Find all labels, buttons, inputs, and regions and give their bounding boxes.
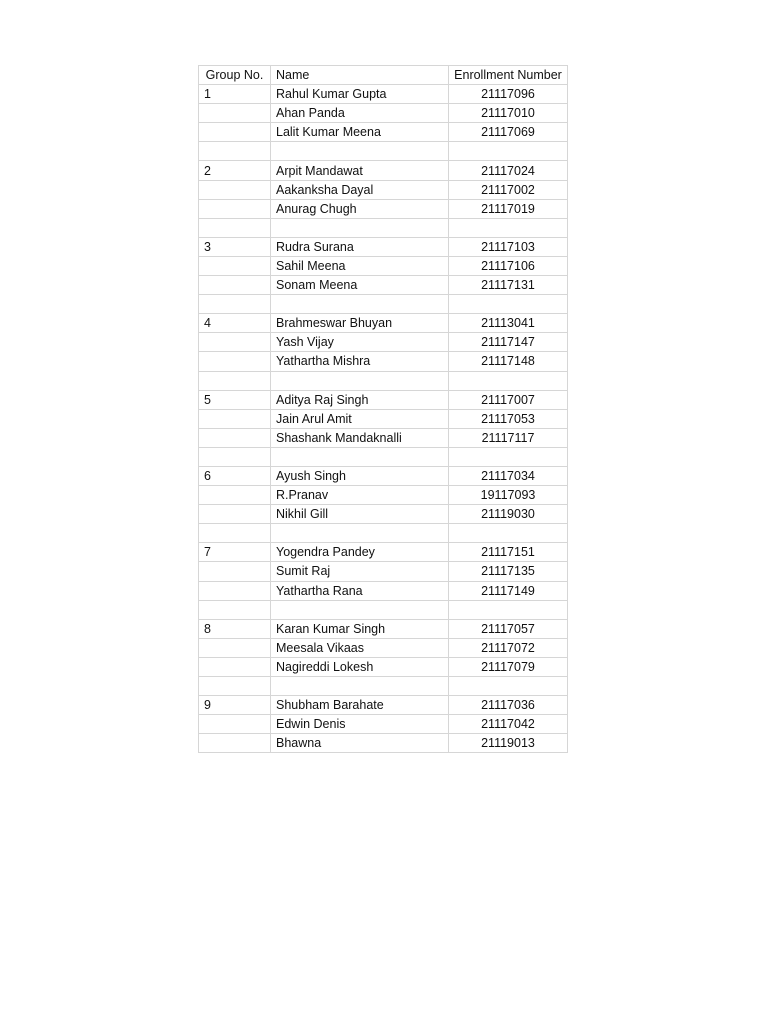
- group-no-cell: [199, 562, 271, 581]
- table-row: [199, 352, 568, 371]
- group-no-cell: 7: [199, 543, 271, 562]
- table-row: [199, 218, 568, 237]
- name-cell: [271, 371, 449, 390]
- enrollment-number-cell: [449, 142, 568, 161]
- name-cell: Meesala Vikaas: [271, 638, 449, 657]
- enrollment-number-cell: 21117103: [449, 237, 568, 256]
- name-cell: [271, 677, 449, 696]
- name-cell: Karan Kumar Singh: [271, 619, 449, 638]
- name-cell: Rudra Surana: [271, 237, 449, 256]
- enrollment-number-cell: 21117034: [449, 466, 568, 485]
- enrollment-number-cell: 21117148: [449, 352, 568, 371]
- enrollment-number-cell: 21119030: [449, 505, 568, 524]
- table-row: [199, 256, 568, 275]
- table-row: [199, 371, 568, 390]
- group-table-body: [199, 66, 568, 753]
- group-no-cell: [199, 581, 271, 600]
- enrollment-number-cell: [449, 600, 568, 619]
- table-row: [199, 447, 568, 466]
- group-no-cell: [199, 677, 271, 696]
- name-cell: R.Pranav: [271, 486, 449, 505]
- group-no-cell: 2: [199, 161, 271, 180]
- table-row: [199, 638, 568, 657]
- header-name: Name: [271, 66, 449, 85]
- enrollment-number-cell: 21117002: [449, 180, 568, 199]
- group-no-cell: [199, 295, 271, 314]
- table-row: [199, 562, 568, 581]
- enrollment-number-cell: 21113041: [449, 314, 568, 333]
- table-row: [199, 276, 568, 295]
- table-row: [199, 619, 568, 638]
- table-row: [199, 409, 568, 428]
- name-cell: Sumit Raj: [271, 562, 449, 581]
- table-row: [199, 180, 568, 199]
- enrollment-number-cell: 21117072: [449, 638, 568, 657]
- group-no-cell: 1: [199, 85, 271, 104]
- table-row: [199, 295, 568, 314]
- group-no-cell: [199, 104, 271, 123]
- header-enrollment-number: Enrollment Number: [449, 66, 568, 85]
- name-cell: Aakanksha Dayal: [271, 180, 449, 199]
- enrollment-number-cell: [449, 218, 568, 237]
- enrollment-number-cell: 21117036: [449, 696, 568, 715]
- group-no-cell: [199, 409, 271, 428]
- enrollment-number-cell: 21117042: [449, 715, 568, 734]
- name-cell: [271, 218, 449, 237]
- enrollment-number-cell: 21117149: [449, 581, 568, 600]
- group-no-cell: [199, 505, 271, 524]
- group-no-cell: 4: [199, 314, 271, 333]
- enrollment-number-cell: 21117053: [449, 409, 568, 428]
- group-no-cell: [199, 486, 271, 505]
- name-cell: Brahmeswar Bhuyan: [271, 314, 449, 333]
- table-row: [199, 428, 568, 447]
- name-cell: Shashank Mandaknalli: [271, 428, 449, 447]
- enrollment-number-cell: 21117151: [449, 543, 568, 562]
- table-row: [199, 696, 568, 715]
- enrollment-number-cell: 21117079: [449, 657, 568, 676]
- enrollment-number-cell: [449, 447, 568, 466]
- enrollment-number-cell: 21117135: [449, 562, 568, 581]
- name-cell: [271, 600, 449, 619]
- name-cell: Rahul Kumar Gupta: [271, 85, 449, 104]
- enrollment-number-cell: 21117106: [449, 256, 568, 275]
- enrollment-number-cell: [449, 371, 568, 390]
- name-cell: Aditya Raj Singh: [271, 390, 449, 409]
- enrollment-number-cell: 21117010: [449, 104, 568, 123]
- table-row: [199, 161, 568, 180]
- group-no-cell: 3: [199, 237, 271, 256]
- enrollment-number-cell: 21117117: [449, 428, 568, 447]
- group-no-cell: [199, 600, 271, 619]
- table-row: [199, 543, 568, 562]
- name-cell: [271, 295, 449, 314]
- table-row: [199, 677, 568, 696]
- enrollment-number-cell: 21117007: [449, 390, 568, 409]
- header-group-no: Group No.: [199, 66, 271, 85]
- enrollment-number-cell: 21117019: [449, 199, 568, 218]
- group-no-cell: 6: [199, 466, 271, 485]
- name-cell: Yogendra Pandey: [271, 543, 449, 562]
- name-cell: Sonam Meena: [271, 276, 449, 295]
- name-cell: Yathartha Rana: [271, 581, 449, 600]
- table-row: [199, 199, 568, 218]
- group-no-cell: [199, 123, 271, 142]
- table-row: [199, 104, 568, 123]
- name-cell: Edwin Denis: [271, 715, 449, 734]
- name-cell: Ahan Panda: [271, 104, 449, 123]
- group-no-cell: 5: [199, 390, 271, 409]
- table-row: [199, 524, 568, 543]
- table-row: [199, 314, 568, 333]
- enrollment-number-cell: 21117147: [449, 333, 568, 352]
- group-no-cell: [199, 715, 271, 734]
- table-row: [199, 333, 568, 352]
- name-cell: [271, 142, 449, 161]
- group-no-cell: [199, 352, 271, 371]
- name-cell: Anurag Chugh: [271, 199, 449, 218]
- name-cell: Sahil Meena: [271, 256, 449, 275]
- table-row: [199, 734, 568, 753]
- group-no-cell: 8: [199, 619, 271, 638]
- enrollment-number-cell: 19117093: [449, 486, 568, 505]
- enrollment-number-cell: 21117069: [449, 123, 568, 142]
- enrollment-number-cell: 21117024: [449, 161, 568, 180]
- table-row: [199, 142, 568, 161]
- table-row: [199, 123, 568, 142]
- group-table: [198, 65, 568, 753]
- group-no-cell: [199, 218, 271, 237]
- name-cell: Nikhil Gill: [271, 505, 449, 524]
- table-row: [199, 715, 568, 734]
- table-row: [199, 85, 568, 104]
- enrollment-number-cell: [449, 524, 568, 543]
- enrollment-number-cell: [449, 295, 568, 314]
- name-cell: [271, 447, 449, 466]
- group-no-cell: [199, 199, 271, 218]
- enrollment-number-cell: 21117131: [449, 276, 568, 295]
- table-row: [199, 505, 568, 524]
- name-cell: Ayush Singh: [271, 466, 449, 485]
- group-no-cell: [199, 524, 271, 543]
- name-cell: Bhawna: [271, 734, 449, 753]
- group-no-cell: [199, 180, 271, 199]
- table-row: [199, 237, 568, 256]
- enrollment-number-cell: 21117096: [449, 85, 568, 104]
- group-no-cell: [199, 371, 271, 390]
- group-no-cell: [199, 333, 271, 352]
- name-cell: Arpit Mandawat: [271, 161, 449, 180]
- name-cell: [271, 524, 449, 543]
- name-cell: Jain Arul Amit: [271, 409, 449, 428]
- group-no-cell: [199, 657, 271, 676]
- table-row: [199, 600, 568, 619]
- group-no-cell: 9: [199, 696, 271, 715]
- enrollment-number-cell: [449, 677, 568, 696]
- enrollment-number-cell: 21117057: [449, 619, 568, 638]
- table-row: [199, 657, 568, 676]
- group-no-cell: [199, 428, 271, 447]
- enrollment-number-cell: 21119013: [449, 734, 568, 753]
- group-no-cell: [199, 734, 271, 753]
- name-cell: Shubham Barahate: [271, 696, 449, 715]
- table-row: [199, 581, 568, 600]
- name-cell: Lalit Kumar Meena: [271, 123, 449, 142]
- name-cell: Yathartha Mishra: [271, 352, 449, 371]
- group-no-cell: [199, 142, 271, 161]
- group-no-cell: [199, 256, 271, 275]
- group-no-cell: [199, 638, 271, 657]
- group-no-cell: [199, 447, 271, 466]
- table-row: [199, 390, 568, 409]
- table-header-row: [199, 66, 568, 85]
- group-no-cell: [199, 276, 271, 295]
- name-cell: Nagireddi Lokesh: [271, 657, 449, 676]
- table-row: [199, 466, 568, 485]
- name-cell: Yash Vijay: [271, 333, 449, 352]
- table-row: [199, 486, 568, 505]
